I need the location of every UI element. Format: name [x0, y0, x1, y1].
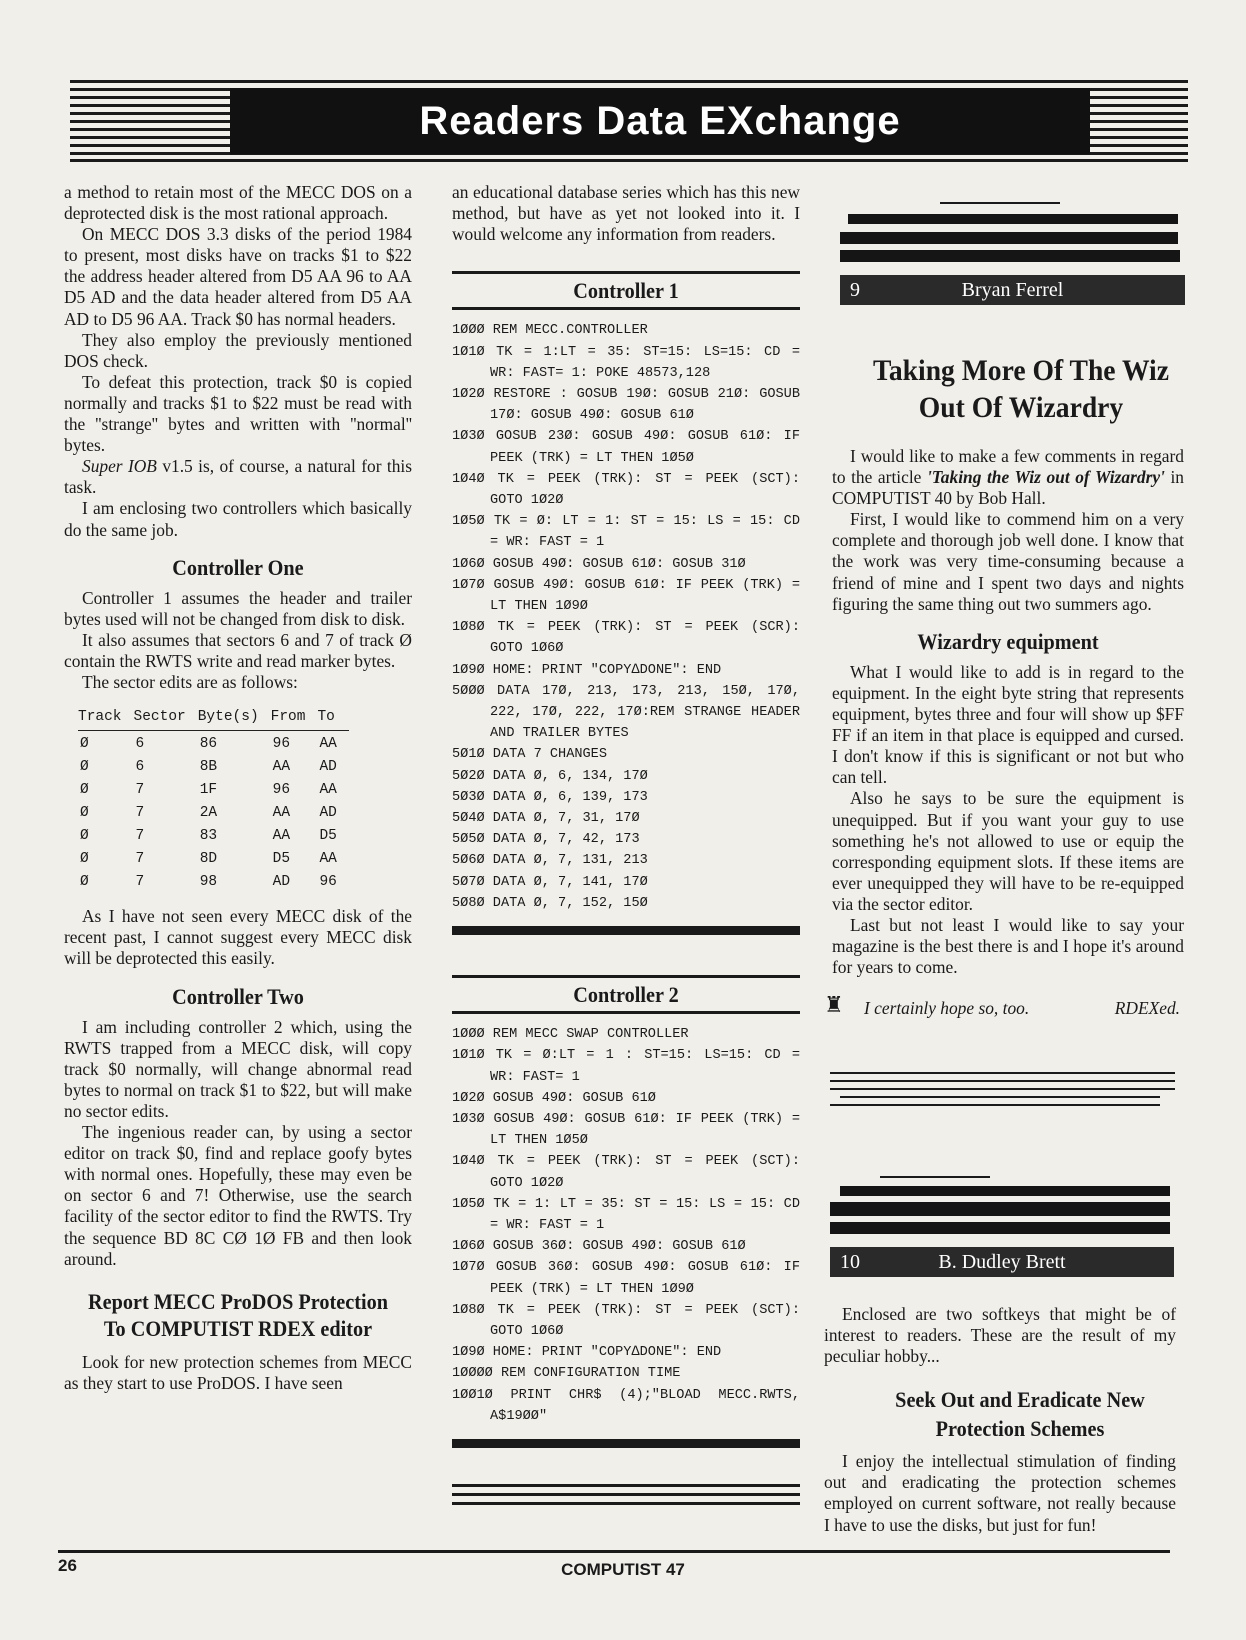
- table-cell: Ø: [80, 828, 89, 845]
- table-cell: 86: [199, 736, 218, 753]
- decorative-line: [830, 1104, 1160, 1106]
- author-name: Bryan Ferrel: [961, 279, 1064, 301]
- heading-controller-1: Controller 1: [573, 278, 679, 304]
- heading-taking-more-wiz: Taking More Of The Wiz Out Of Wizardry: [872, 354, 1169, 424]
- table-row: [78, 846, 349, 869]
- code-line: 1Ø6Ø GOSUB 49Ø: GOSUB 61Ø: GOSUB 31Ø: [452, 556, 746, 572]
- paragraph: Controller 1 assumes the header and trailer bytes used will not be changed from disk to disk.: [64, 587, 412, 629]
- heading-seek-out: Seek Out and Eradicate New Protection Schemes: [895, 1387, 1145, 1442]
- heading-wizardry-equipment: Wizardry equipment: [917, 628, 1099, 654]
- table-cell: 7: [135, 874, 145, 891]
- divider: [452, 975, 800, 978]
- table-cell: 8B: [199, 759, 218, 776]
- heading-controller-two: Controller Two: [172, 983, 304, 1009]
- paragraph: Also he says to be sure the equipment is unequipped. But if you want your guy to use something he's not allowed to use or equip the corresponding equipment slots. If these items are ever unequipped they will have to be re-equipped via the sector editor.: [832, 788, 1184, 914]
- table-row: [78, 754, 349, 777]
- author-number: 9: [850, 279, 860, 301]
- table-header-cell: Byte(s): [198, 707, 271, 731]
- column-right: [824, 352, 1184, 1022]
- code-line: 1Ø6Ø GOSUB 36Ø: GOSUB 49Ø: GOSUB 61Ø: [452, 1239, 746, 1255]
- code-line: 1Ø8Ø TK = PEEK (TRK): ST = PEEK (SCT): GOTO 1Ø6Ø: [452, 1302, 809, 1339]
- paragraph: I am including controller 2 which, using the RWTS trapped from a MECC disk, will copy track $0 normally, will change abnormal read bytes to normal on track $1 to $22, but will make no sector edits.: [64, 1016, 412, 1121]
- column-middle: [452, 182, 809, 1505]
- code-line: 1Ø3Ø GOSUB 23Ø: GOSUB 49Ø: GOSUB 61Ø: IF PEEK (TRK) = LT THEN 1Ø5Ø: [452, 429, 809, 466]
- table-cell: Ø: [80, 805, 89, 822]
- code-line: 5Ø4Ø DATA Ø, 7, 31, 17Ø: [452, 811, 640, 827]
- paragraph: a method to retain most of the MECC DOS on a deprotected disk is the most rational approach.: [64, 182, 412, 224]
- table-cell: 96: [272, 782, 291, 799]
- table-cell: 83: [199, 828, 218, 845]
- author-bar-10: [830, 1247, 1174, 1277]
- divider: [452, 1493, 800, 1496]
- paragraph: Look for new protection schemes from MECC as they start to use ProDOS. I have seen: [64, 1351, 412, 1393]
- code-line: 1Ø3Ø GOSUB 49Ø: GOSUB 61Ø: IF PEEK (TRK) = LT THEN 1Ø5Ø: [452, 1111, 809, 1149]
- code-line: 1Ø2Ø GOSUB 49Ø: GOSUB 61Ø: [452, 1090, 656, 1106]
- decorative-line: [830, 1080, 1175, 1082]
- table-cell: D5: [272, 851, 291, 868]
- divider: [452, 271, 800, 274]
- decorative-bar: [830, 1222, 1170, 1234]
- paragraph: On MECC DOS 3.3 disks of the period 1984 to present, most disks have on tracks $1 to $22 the address header altered from D5 AA 96 to AA D5 AD and the data header altered from D5 AA AD to D5 96 AA. Track $0 has normal headers.: [64, 224, 412, 329]
- code-listing-controller-2: [452, 1024, 809, 1427]
- code-line: 1Ø9Ø HOME: PRINT "COPY∆DONE": END: [452, 1345, 722, 1361]
- footer-rule: [58, 1550, 1170, 1553]
- table-cell: AD: [272, 874, 291, 891]
- code-line: 5Ø1Ø DATA 7 CHANGES: [452, 747, 607, 763]
- table-cell: Ø: [80, 782, 89, 799]
- code-line: 1Ø5Ø TK = Ø: LT = 1: ST = 15: LS = 15: CD = WR: FAST = 1: [452, 514, 809, 551]
- paragraph: Enclosed are two softkeys that might be of interest to readers. These are the result of my peculiar hobby...: [824, 1304, 1176, 1367]
- table-cell: 7: [135, 782, 145, 799]
- table-cell: 2A: [199, 805, 218, 822]
- table-row: [78, 823, 349, 846]
- sector-edits-table: [78, 707, 349, 892]
- code-line: 1Ø1Ø TK = 1:LT = 35: ST=15: LS=15: CD = WR: FAST= 1: POKE 48573,128: [452, 344, 809, 381]
- table-cell: 96: [272, 736, 291, 753]
- decorative-line: [830, 1088, 1175, 1090]
- code-line: 5ØØØ DATA 17Ø, 213, 173, 213, 15Ø, 17Ø, 222, 17Ø, 222, 17Ø:REM STRANGE HEADER AND TRAILER BYTES: [452, 683, 809, 742]
- table-cell: AA: [272, 759, 291, 776]
- paragraph: As I have not seen every MECC disk of the recent past, I cannot suggest every MECC disk will be deprotected this easily.: [64, 906, 412, 969]
- table-cell: AD: [319, 805, 337, 822]
- decorative-bar: [840, 250, 1180, 262]
- code-line: 1Ø4Ø TK = PEEK (TRK): ST = PEEK (SCT): GOTO 1Ø2Ø: [452, 1154, 809, 1191]
- table-cell: 98: [199, 874, 218, 891]
- paragraph: The sector edits are as follows:: [82, 672, 298, 693]
- table-cell: 6: [135, 759, 145, 776]
- masthead-title: Readers Data EXchange: [230, 88, 1090, 154]
- code-line: 1Ø9Ø HOME: PRINT "COPY∆DONE": END: [452, 662, 722, 678]
- divider: [452, 926, 800, 935]
- paragraph: I enjoy the intellectual stimulation of finding out and eradicating the protection schemes employed on current software, not really because I have to use the disks, but just for fun!: [824, 1451, 1176, 1535]
- table-header-cell: From: [271, 707, 318, 731]
- code-line: 1Ø2Ø RESTORE : GOSUB 19Ø: GOSUB 21Ø: GOSUB 17Ø: GOSUB 49Ø: GOSUB 61Ø: [452, 386, 809, 424]
- table-cell: AA: [272, 805, 291, 822]
- table-cell: Ø: [80, 874, 89, 891]
- editor-note-text: I certainly hope so, too.: [864, 998, 1030, 1019]
- paragraph: [64, 456, 412, 498]
- divider: [452, 307, 800, 310]
- paragraph: The ingenious reader can, by using a sector editor on track $0, find and replace goofy bytes with normal ones. Hopefully, these may even be on sector 6 and 7! Otherwise, use the search facility of the sector editor to find the RWTS. Try the sequence BD 8C CØ 1Ø FB and then look around.: [64, 1122, 412, 1269]
- code-line: 5Ø3Ø DATA Ø, 6, 139, 173: [452, 789, 648, 805]
- code-line: 1Ø7Ø GOSUB 49Ø: GOSUB 61Ø: IF PEEK (TRK) = LT THEN 1Ø9Ø: [452, 577, 809, 615]
- table-header-cell: Track: [78, 707, 134, 731]
- decorative-line: [830, 1072, 1175, 1074]
- paragraph: It also assumes that sectors 6 and 7 of track Ø contain the RWTS write and read marker bytes.: [64, 629, 412, 671]
- divider: [452, 1439, 800, 1448]
- paragraph-text: v1.5 is, of course, a natural for this task.: [64, 456, 412, 498]
- editor-mascot-icon: ♜: [824, 992, 844, 1018]
- divider: [452, 1502, 800, 1505]
- divider: [452, 1484, 800, 1487]
- paragraph: First, I would like to commend him on a very complete and thorough job well done. I know that the work was very time-consuming because a friend of mine and I spent two days and nights figuring the same thing out two summers ago.: [832, 509, 1184, 614]
- code-line: 1Ø8Ø TK = PEEK (TRK): ST = PEEK (SCR): GOTO 1Ø6Ø: [452, 620, 809, 657]
- magazine-name: COMPUTIST 47: [561, 1560, 685, 1579]
- code-line: 5Ø2Ø DATA Ø, 6, 134, 17Ø: [452, 768, 648, 784]
- decorative-line: [880, 1176, 990, 1178]
- code-line: 5Ø7Ø DATA Ø, 7, 141, 17Ø: [452, 874, 648, 890]
- paragraph: To defeat this protection, track $0 is copied normally and tracks $1 to $22 must be read with the ''strange'' bytes and written with ''normal'' bytes.: [64, 371, 412, 456]
- code-line: 1ØØ1Ø PRINT CHR$ (4);"BLOAD MECC.RWTS, A$19ØØ": [452, 1387, 809, 1424]
- decorative-bar: [848, 214, 1178, 224]
- divider: [452, 1011, 800, 1014]
- code-line: 5Ø8Ø DATA Ø, 7, 152, 15Ø: [452, 895, 648, 911]
- heading-controller-one: Controller One: [172, 554, 304, 580]
- table-cell: Ø: [80, 736, 89, 753]
- decorative-bar: [830, 1202, 1170, 1216]
- column-left: [64, 182, 412, 1394]
- paragraph: [832, 446, 1184, 509]
- table-cell: AA: [272, 828, 291, 845]
- table-cell: 6: [135, 736, 145, 753]
- code-line: 1Ø1Ø TK = Ø:LT = 1 : ST=15: LS=15: CD = WR: FAST= 1: [452, 1048, 809, 1085]
- author-name: B. Dudley Brett: [938, 1251, 1066, 1273]
- decorative-line: [940, 202, 1060, 204]
- code-line: 5Ø5Ø DATA Ø, 7, 42, 173: [452, 832, 640, 848]
- table-row: [78, 800, 349, 823]
- code-line: 1ØØØ REM MECC SWAP CONTROLLER: [452, 1027, 689, 1043]
- code-line: 1ØØØØ REM CONFIGURATION TIME: [452, 1366, 681, 1382]
- table-cell: AD: [319, 759, 337, 776]
- code-line: 1Ø4Ø TK = PEEK (TRK): ST = PEEK (SCT): GOTO 1Ø2Ø: [452, 471, 809, 508]
- decorative-bar: [840, 1186, 1170, 1196]
- code-line: 1Ø7Ø GOSUB 36Ø: GOSUB 49Ø: GOSUB 61Ø: IF PEEK (TRK) = LT THEN 1Ø9Ø: [452, 1260, 809, 1297]
- table-row: [78, 731, 349, 755]
- paragraph: They also employ the previously mentioned DOS check.: [64, 329, 412, 371]
- table-header-cell: Sector: [134, 707, 198, 731]
- author-bar-9: [840, 275, 1185, 305]
- paragraph-text: in COMPUTIST 40 by Bob Hall.: [832, 467, 1184, 509]
- table-cell: 7: [135, 805, 145, 822]
- table-row: [78, 869, 349, 892]
- table-cell: AA: [319, 782, 337, 799]
- paragraph: an educational database series which has this new method, but have as yet not looked into it. I would welcome any information from readers.: [452, 182, 800, 245]
- table-cell: Ø: [80, 851, 89, 868]
- table-cell: AA: [319, 851, 337, 868]
- table-cell: 7: [135, 851, 145, 868]
- code-line: 1Ø5Ø TK = 1: LT = 35: ST = 15: LS = 15: CD = WR: FAST = 1: [452, 1196, 809, 1233]
- table-cell: 8D: [199, 851, 218, 868]
- paragraph: Last but not least I would like to say your magazine is the best there is and I hope it's around for years to come.: [832, 914, 1184, 978]
- heading-controller-2: Controller 2: [573, 982, 679, 1008]
- column-right-lower: [824, 1304, 1176, 1536]
- decorative-line: [840, 1096, 1160, 1098]
- code-line: 5Ø6Ø DATA Ø, 7, 131, 213: [452, 853, 648, 869]
- table-cell: Ø: [80, 759, 89, 776]
- editor-note: [824, 992, 1184, 1022]
- page-number: 26: [58, 1556, 77, 1575]
- paragraph: What I would like to add is in regard to the equipment. In the eight byte string that represents equipment, bytes three and four will show up $FF FF if an item in that place is equipped and cursed. I don't know if this is significant or not but who can tell.: [832, 661, 1184, 788]
- masthead: [70, 80, 1188, 162]
- code-line: 1ØØØ REM MECC.CONTROLLER: [452, 323, 648, 339]
- table-cell: AA: [319, 736, 337, 753]
- emphasis: 'Taking the Wiz out of Wizardry': [926, 467, 1165, 488]
- paragraph-text: I would like to make a few comments in regard to the article: [832, 446, 1184, 488]
- code-listing-controller-1: [452, 320, 809, 914]
- table-row: [78, 777, 349, 800]
- table-cell: D5: [319, 828, 337, 845]
- editor-signature: RDEXed.: [1114, 998, 1180, 1019]
- author-number: 10: [840, 1251, 860, 1273]
- heading-report-mecc: Report MECC ProDOS Protection To COMPUTIST RDEX editor: [87, 1288, 388, 1341]
- table-cell: 1F: [199, 782, 218, 799]
- table-cell: 96: [319, 874, 337, 891]
- decorative-bar: [840, 232, 1178, 244]
- table-header-cell: To: [317, 707, 348, 731]
- paragraph: I am enclosing two controllers which basically do the same job.: [64, 498, 412, 540]
- emphasis: Super IOB: [82, 456, 157, 477]
- table-cell: 7: [135, 828, 145, 845]
